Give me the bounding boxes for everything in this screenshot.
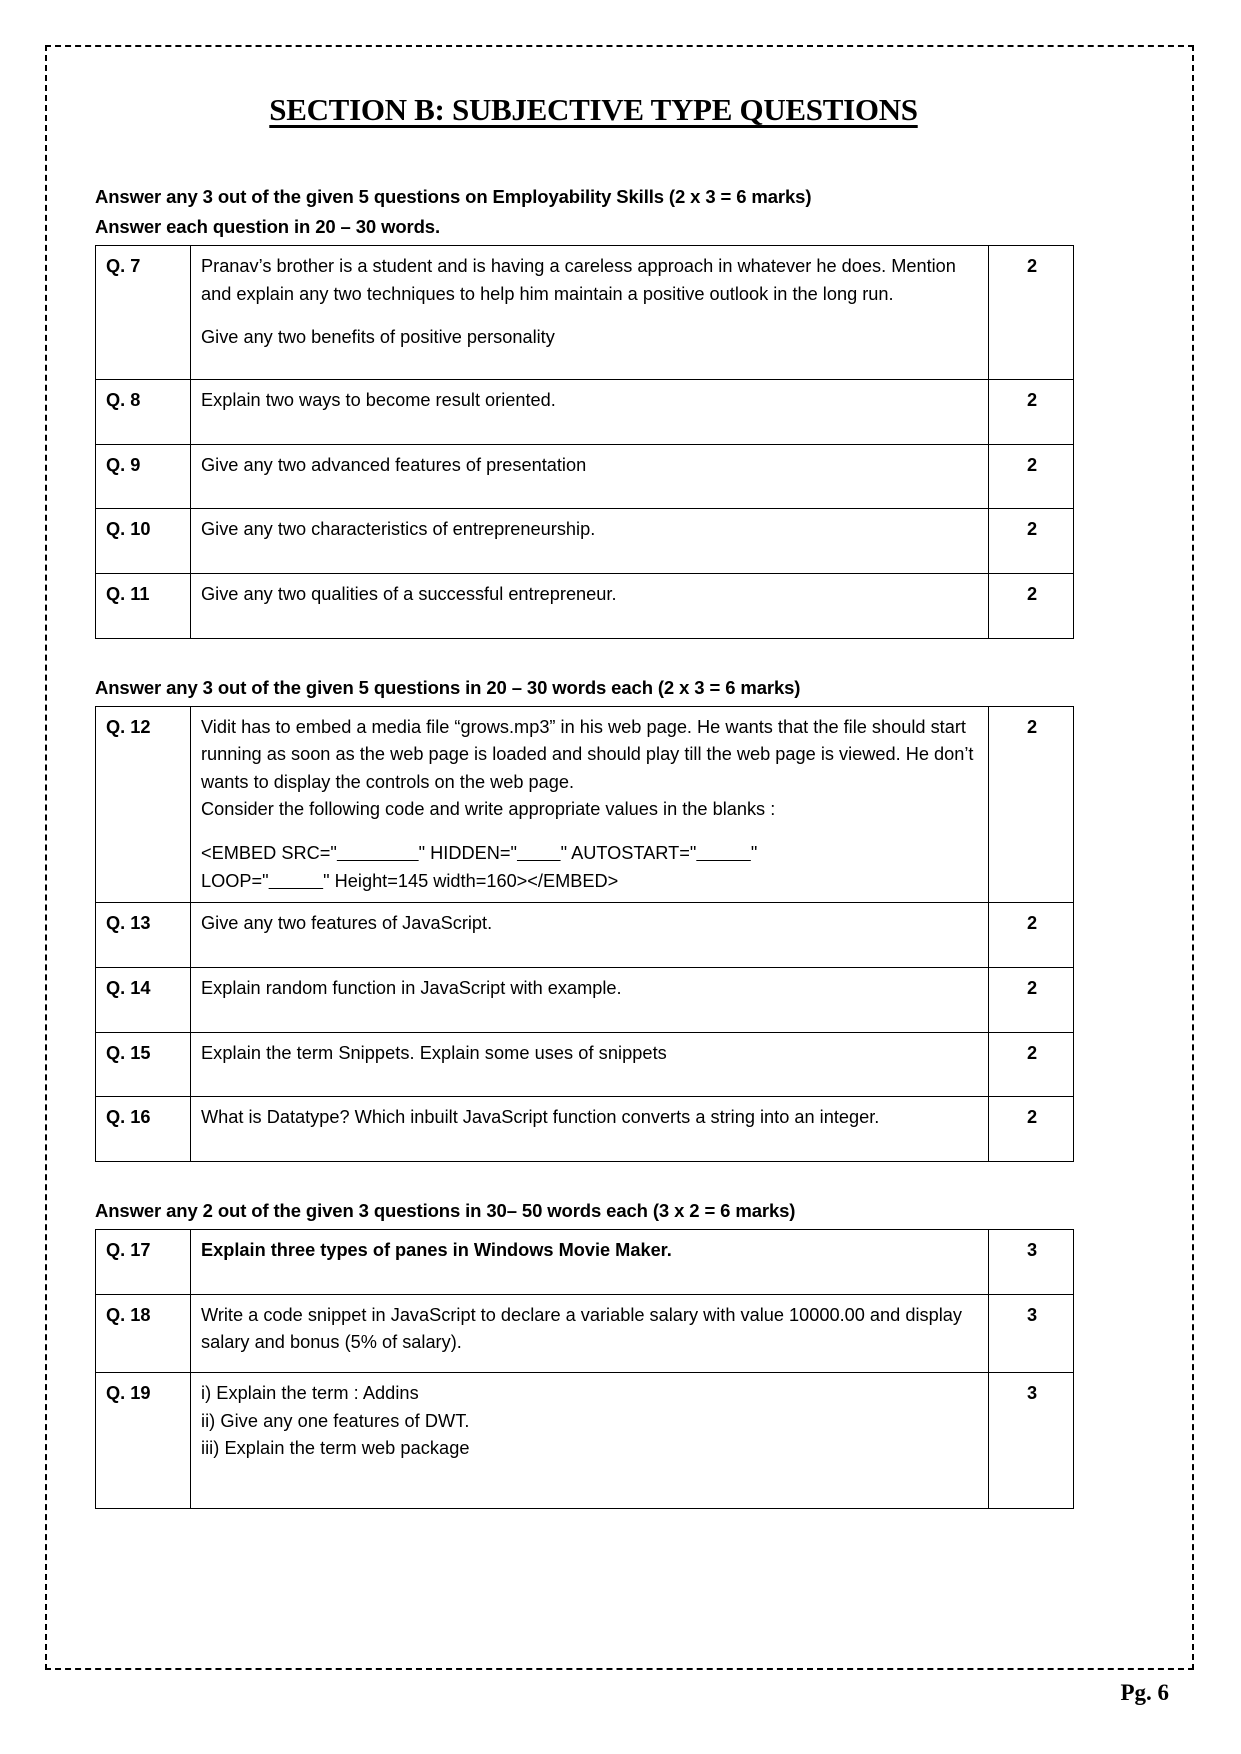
spacer <box>201 479 980 501</box>
question-paragraph: Explain random function in JavaScript with example. <box>201 978 622 999</box>
spacer <box>201 1132 980 1154</box>
question-text <box>191 379 989 444</box>
question-number: Q. 16 <box>96 1097 191 1162</box>
instruction-line: Answer any 3 out of the given 5 questions on Employability Skills (2 x 3 = 6 marks) <box>95 186 812 207</box>
table-row <box>96 573 1074 638</box>
question-marks: 2 <box>989 509 1074 574</box>
question-marks: 2 <box>989 379 1074 444</box>
question-number: Q. 19 <box>96 1373 191 1509</box>
page-number-label: Pg. 6 <box>1120 1680 1169 1705</box>
question-paragraph: Explain two ways to become result oriented. <box>201 389 556 410</box>
question-subitem: iii) Explain the term web package <box>201 1438 470 1459</box>
questions-table-section-1 <box>95 245 1074 639</box>
table-row <box>96 1294 1074 1372</box>
spacer <box>201 1067 980 1089</box>
instruction-line: Answer each question in 20 – 30 words. <box>95 215 440 237</box>
code-fragment: " <box>750 843 758 864</box>
section-3-instructions <box>95 1196 1142 1226</box>
questions-table-section-3 <box>95 1229 1074 1509</box>
blank-underline <box>269 871 324 891</box>
table-row <box>96 1097 1074 1162</box>
question-paragraph: Give any two features of JavaScript. <box>201 913 493 934</box>
table-row <box>96 1230 1074 1295</box>
spacer <box>201 544 980 566</box>
table-row <box>96 1373 1074 1509</box>
question-paragraph: Give any two characteristics of entrepreneurship. <box>201 519 596 540</box>
spacer <box>201 938 980 960</box>
question-text <box>191 1032 989 1097</box>
spacer <box>201 1463 980 1501</box>
section-1-instructions <box>95 182 1142 242</box>
question-paragraph: Explain three types of panes in Windows Movie Maker. <box>201 1240 672 1261</box>
spacer <box>201 415 980 437</box>
instruction-line: Answer any 2 out of the given 3 questions in 30– 50 words each (3 x 2 = 6 marks) <box>95 1200 796 1222</box>
code-fragment: LOOP=" <box>201 870 269 891</box>
question-marks: 2 <box>989 444 1074 509</box>
section-2-instructions <box>95 673 1142 703</box>
question-number: Q. 11 <box>96 573 191 638</box>
spacer <box>201 609 980 631</box>
question-paragraph: What is Datatype? Which inbuilt JavaScript function converts a string into an integer. <box>201 1107 880 1128</box>
document-content <box>95 92 1142 1509</box>
question-text <box>191 1097 989 1162</box>
table-row <box>96 379 1074 444</box>
question-paragraph: Give any two benefits of positive personality <box>201 327 555 348</box>
question-number: Q. 18 <box>96 1294 191 1372</box>
question-text <box>191 1230 989 1295</box>
question-marks: 2 <box>989 903 1074 968</box>
question-number: Q. 9 <box>96 444 191 509</box>
question-paragraph: Write a code snippet in JavaScript to declare a variable salary with value 10000.00 and display salary and bonus (5% of salary). <box>201 1304 962 1353</box>
code-fragment: " AUTOSTART=" <box>560 843 697 864</box>
embed-code-line-2 <box>201 868 980 896</box>
question-number: Q. 15 <box>96 1032 191 1097</box>
table-row <box>96 444 1074 509</box>
question-paragraph: Pranav’s brother is a student and is having a careless approach in whatever he does. Mention and explain any two techniques to help him maintain a positive outlook in the long run. <box>201 255 956 304</box>
question-number: Q. 17 <box>96 1230 191 1295</box>
question-marks: 2 <box>989 968 1074 1033</box>
question-text <box>191 706 989 903</box>
page-title: SECTION B: SUBJECTIVE TYPE QUESTIONS <box>269 92 918 127</box>
question-number: Q. 10 <box>96 509 191 574</box>
question-number: Q. 8 <box>96 379 191 444</box>
instruction-line: Answer any 3 out of the given 5 questions in 20 – 30 words each (2 x 3 = 6 marks) <box>95 676 801 698</box>
question-paragraph: Give any two advanced features of presentation <box>201 454 587 475</box>
blank-underline <box>517 843 561 863</box>
question-paragraph: Give any two qualities of a successful entrepreneur. <box>201 583 617 604</box>
spacer <box>201 1003 980 1025</box>
spacer <box>201 1265 980 1287</box>
question-subitem: i) Explain the term : Addins <box>201 1383 419 1403</box>
question-subitem: ii) Give any one features of DWT. <box>201 1410 470 1431</box>
question-number: Q. 13 <box>96 903 191 968</box>
question-number: Q. 14 <box>96 968 191 1033</box>
spacer <box>201 1357 980 1365</box>
question-marks: 3 <box>989 1230 1074 1295</box>
spacer <box>201 352 980 372</box>
table-row <box>96 245 1074 379</box>
questions-table-section-2 <box>95 706 1074 1163</box>
question-marks: 2 <box>989 245 1074 379</box>
table-row <box>96 706 1074 903</box>
question-text <box>191 1294 989 1372</box>
question-marks: 3 <box>989 1373 1074 1509</box>
question-marks: 2 <box>989 1097 1074 1162</box>
question-marks: 2 <box>989 706 1074 903</box>
embed-code-line-1 <box>201 840 980 868</box>
question-number: Q. 12 <box>96 706 191 903</box>
question-paragraph: Consider the following code and write appropriate values in the blanks : <box>201 799 776 820</box>
code-fragment: <EMBED SRC=" <box>201 843 337 864</box>
question-text <box>191 444 989 509</box>
table-row <box>96 968 1074 1033</box>
question-marks: 2 <box>989 1032 1074 1097</box>
question-text <box>191 903 989 968</box>
table-row <box>96 903 1074 968</box>
question-text <box>191 1373 989 1509</box>
blank-underline <box>337 843 419 863</box>
question-text <box>191 509 989 574</box>
question-number: Q. 7 <box>96 245 191 379</box>
question-marks: 3 <box>989 1294 1074 1372</box>
question-text <box>191 968 989 1033</box>
table-row <box>96 509 1074 574</box>
table-row <box>96 1032 1074 1097</box>
question-paragraph: Explain the term Snippets. Explain some uses of snippets <box>201 1042 667 1063</box>
code-fragment: " Height=145 width=160></EMBED> <box>323 870 619 891</box>
question-paragraph: Vidit has to embed a media file “grows.mp3” in his web page. He wants that the file should start running as soon as the web page is loaded and should play till the web page is viewed. He don’t wants to display the controls on the web page. <box>201 716 974 792</box>
question-text <box>191 573 989 638</box>
blank-underline <box>696 843 751 863</box>
code-fragment: " HIDDEN=" <box>418 843 517 864</box>
question-marks: 2 <box>989 573 1074 638</box>
question-text <box>191 245 989 379</box>
